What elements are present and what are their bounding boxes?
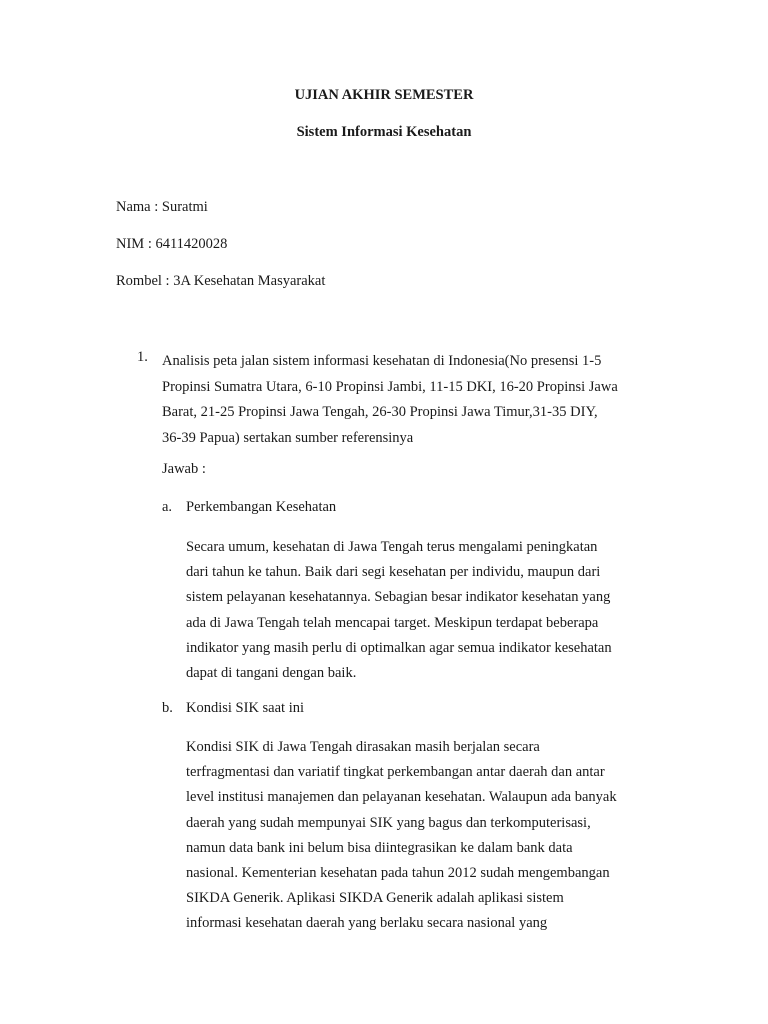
paragraph-line: nasional. Kementerian kesehatan pada tahun 2012 sudah mengembangan: [186, 865, 610, 882]
question-text: [162, 349, 662, 451]
paragraph-line: namun data bank ini belum bisa diintegrasikan ke dalam bank data: [186, 839, 573, 856]
paragraph-line: informasi kesehatan daerah yang berlaku secara nasional yang: [186, 915, 548, 932]
student-name: Nama : Suratmi: [116, 199, 208, 215]
paragraph-line: indikator yang masih perlu di optimalkan agar semua indikator kesehatan: [186, 639, 612, 656]
section-b-title: Kondisi SIK saat ini: [186, 700, 305, 716]
question-line: Barat, 21-25 Propinsi Jawa Tengah, 26-30 Propinsi Jawa Timur,31-35 DIY,: [162, 404, 598, 420]
section-a-title: Perkembangan Kesehatan: [186, 499, 337, 515]
document-subtitle: Sistem Informasi Kesehatan: [296, 124, 472, 140]
question-number: 1.: [137, 349, 148, 365]
question-line: 36-39 Papua) sertakan sumber referensinya: [162, 429, 414, 446]
paragraph-line: daerah yang sudah mempunyai SIK yang bagus dan terkomputerisasi,: [186, 814, 591, 831]
paragraph-line: Secara umum, kesehatan di Jawa Tengah terus mengalami peningkatan: [186, 539, 598, 555]
paragraph-line: ada di Jawa Tengah telah mencapai target. Meskipun terdapat beberapa: [186, 614, 599, 631]
section-b-paragraph: [186, 735, 666, 937]
section-a-letter: a.: [162, 499, 173, 515]
paragraph-line: dapat di tangani dengan baik.: [186, 665, 357, 682]
paragraph-line: dari tahun ke tahun. Baik dari segi kesehatan per individu, maupun dari: [186, 564, 601, 581]
paragraph-line: level institusi manajemen dan pelayanan kesehatan. Walaupun ada banyak: [186, 789, 617, 806]
paragraph-line: Kondisi SIK di Jawa Tengah dirasakan masih berjalan secara: [186, 739, 540, 755]
answer-label: Jawab :: [162, 461, 206, 477]
student-nim: NIM : 6411420028: [116, 236, 228, 252]
paragraph-line: SIKDA Generik. Aplikasi SIKDA Generik adalah aplikasi sistem: [186, 890, 564, 907]
paragraph-line: terfragmentasi dan variatif tingkat perkembangan antar daerah dan antar: [186, 764, 605, 781]
student-rombel: Rombel : 3A Kesehatan Masyarakat: [116, 273, 326, 289]
section-b-letter: b.: [162, 700, 173, 716]
paragraph-line: sistem pelayanan kesehatannya. Sebagian besar indikator kesehatan yang: [186, 589, 611, 606]
section-a-paragraph: [186, 535, 666, 686]
question-line: Propinsi Sumatra Utara, 6-10 Propinsi Jambi, 11-15 DKI, 16-20 Propinsi Jawa: [162, 378, 618, 395]
document-title: UJIAN AKHIR SEMESTER: [294, 87, 474, 103]
question-line: Analisis peta jalan sistem informasi kesehatan di Indonesia(No presensi 1-5: [162, 353, 602, 369]
